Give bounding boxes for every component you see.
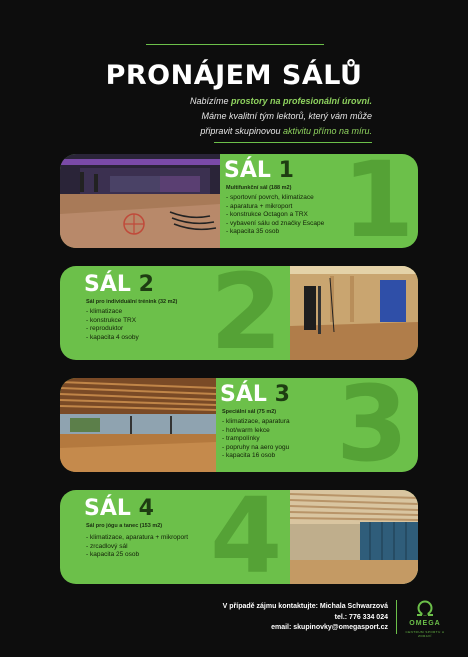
hall-card-3 — [60, 378, 418, 472]
contact-divider — [396, 600, 397, 634]
contact-person: V případě zájmu kontaktujte: Michala Schwarzová — [222, 603, 388, 610]
list-item: - klimatizace — [86, 308, 123, 315]
hall-1-photo — [60, 154, 220, 248]
hall-2-subtitle: Sál pro individuální trénink (32 m2) — [86, 299, 178, 305]
hall-2-title: SÁL 2 — [84, 272, 154, 297]
page-title: PRONÁJEM SÁLŮ — [105, 60, 363, 91]
hall-1-subtitle: Multifunkční sál (188 m2) — [226, 185, 292, 191]
hall-1-big-number: 1 — [342, 154, 415, 248]
list-item: - trampolínky — [222, 435, 260, 443]
list-item: - klimatizace, aparatura + mikroport — [86, 534, 189, 541]
hall-card-2 — [60, 266, 418, 360]
intro-underline — [214, 142, 372, 143]
contact-email[interactable]: email: skupinovky@omegasport.cz — [271, 624, 388, 631]
hall-4-subtitle: Sál pro jógu a tanec (153 m2) — [86, 523, 163, 529]
list-item: - klimatizace, aparatura — [222, 418, 290, 425]
list-item: - aparatura + mikroport — [226, 202, 293, 210]
list-item: - zrcadlový sál — [86, 542, 128, 550]
hall-4-features — [86, 534, 188, 560]
logo-subtitle: CENTRUM SPORTU A ZDRAVÍ — [405, 630, 445, 638]
hall-1-title: SÁL 1 — [224, 158, 294, 183]
list-item: - kapacita 4 osoby — [86, 333, 139, 341]
intro-line-2: Máme kvalitní tým lektorů, který vám může — [201, 111, 372, 121]
list-item: - vybavení sálu od značky Escape — [226, 219, 325, 227]
hall-3-features — [222, 418, 290, 461]
intro-line-3: připravit skupinovou aktivitu přímo na míru. — [200, 126, 372, 136]
hall-2-big-number: 2 — [210, 266, 283, 360]
intro-text — [42, 94, 372, 139]
top-divider — [146, 44, 324, 45]
list-item: - sportovní povrch, klimatizace — [226, 194, 314, 201]
hall-3-subtitle: Speciální sál (75 m2) — [222, 409, 277, 415]
list-item: - kapacita 16 osob — [222, 452, 276, 460]
list-item: - hot/warm lekce — [222, 426, 270, 434]
hall-card-4 — [60, 490, 418, 584]
intro-line-1: Nabízíme prostory na profesionální úrovni. — [189, 96, 372, 106]
list-item: - reproduktor — [86, 325, 124, 333]
list-item: - kapacita 35 osob — [226, 228, 280, 236]
hall-4-photo — [290, 490, 418, 584]
hall-2-photo — [290, 266, 418, 360]
list-item: - kapacita 25 osob — [86, 551, 140, 559]
list-item: - popruhy na aero yogu — [222, 443, 290, 451]
hall-3-big-number: 3 — [336, 378, 409, 472]
hall-1-features — [226, 194, 324, 237]
hall-3-title: SÁL 3 — [220, 382, 290, 407]
contact-phone: tel.: 776 334 024 — [334, 613, 388, 621]
hall-4-title: SÁL 4 — [84, 496, 154, 521]
list-item: - konstrukce Octagon a TRX — [226, 211, 308, 219]
contact-info — [223, 602, 388, 634]
hall-card-1 — [60, 154, 418, 248]
logo-text: OMEGA — [409, 620, 441, 627]
list-item: - konstrukce TRX — [86, 316, 137, 324]
hall-2-features — [86, 308, 139, 342]
hall-4-big-number: 4 — [210, 490, 283, 584]
hall-3-photo — [60, 378, 216, 472]
